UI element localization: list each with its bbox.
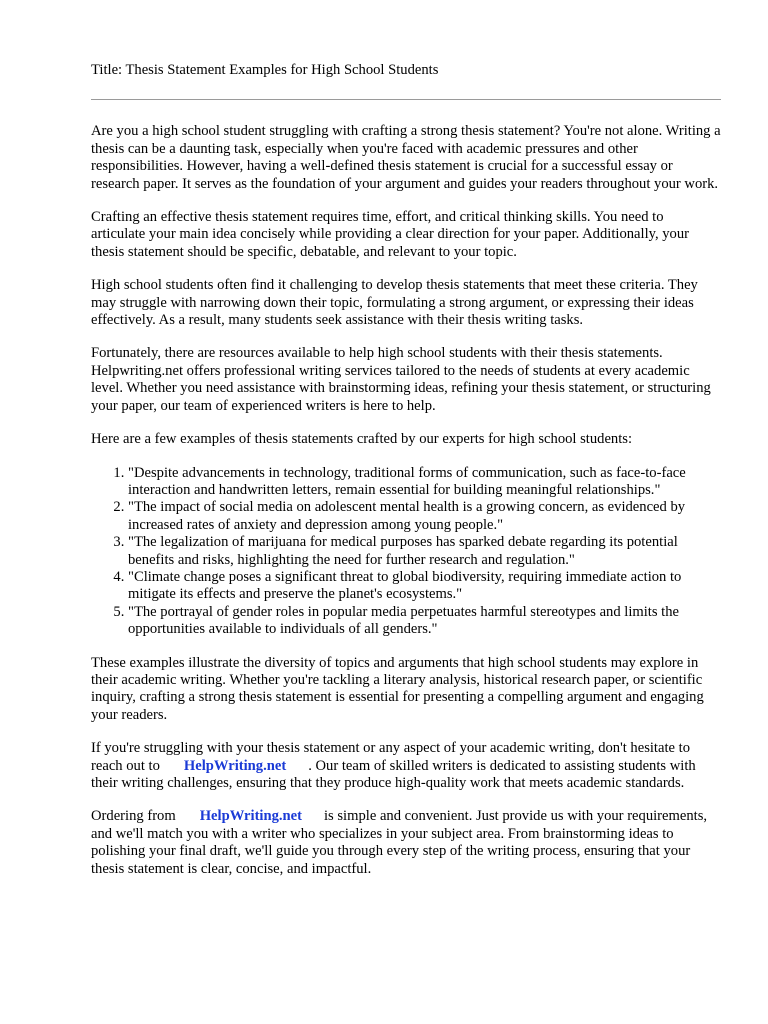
helpwriting-order-link[interactable]: HelpWriting.net: [199, 808, 302, 825]
title-divider: [91, 99, 721, 100]
order-text-after: is simple and convenient. Just provide us with your requirements, and we'll match you with a writer who specializes in your subject area. From brainstorming ideas to polishing your final draft, we'll guide you through every step of the writing process, ensuring that your thesis statement is clear, concise, and impactful.: [91, 808, 708, 877]
example-item-2: 2. "The impact of social media on adolescent mental health is a growing concern, as evidenced by increased rates of anxiety and depression among young people.": [128, 499, 721, 534]
examples-intro-paragraph: Here are a few examples of thesis statements crafted by our experts for high school students:: [91, 431, 633, 448]
example-item-4: 4. "Climate change poses a significant threat to global biodiversity, requiring immediate action to mitigate its effects and preserve the planet's ecosystems.": [128, 569, 721, 604]
resources-paragraph: Fortunately, there are resources available to help high school students with their thesis statements. Helpwriting.net offers professional writing services tailored to the needs of students at every academic level. Whether you need assistance with brainstorming ideas, refining your thesis statement, or structuring your paper, our team of experienced writers is here to help.: [91, 345, 711, 414]
help-text-after: . Our team of skilled writers is dedicated to assisting students with their writing challenges, ensuring that they produce high-quality work that meets academic standards.: [91, 757, 696, 791]
help-text-before: If you're struggling with your thesis statement or any aspect of your academic writing, don't hesitate to reach out to: [91, 740, 690, 774]
examples-list: [91, 465, 721, 639]
diversity-paragraph: These examples illustrate the diversity of topics and arguments that high school students may explore in their academic writing. Whether you're tackling a literary analysis, historical research paper, or scientific inquiry, crafting a strong thesis statement is essential for presenting a compelling argument and engaging your readers.: [91, 654, 704, 723]
document-body: [91, 123, 721, 878]
help-paragraph: [91, 740, 721, 792]
order-text-before: Ordering from: [91, 808, 176, 825]
helpwriting-link[interactable]: HelpWriting.net: [183, 757, 287, 774]
ordering-paragraph: [91, 808, 721, 878]
example-item-1: 1. "Despite advancements in technology, traditional forms of communication, such as face-to-face interaction and handwritten letters, remain essential for building meaningful relationships.": [128, 465, 721, 500]
example-item-3: 3. "The legalization of marijuana for medical purposes has sparked debate regarding its potential benefits and risks, highlighting the need for further research and regulation.": [128, 534, 721, 569]
crafting-paragraph: Crafting an effective thesis statement requires time, effort, and critical thinking skills. You need to articulate your main idea concisely while providing a clear direction for your paper. Additionally, your thesis statement should be specific, debatable, and relevant to your topic.: [91, 209, 690, 260]
document-page: [91, 62, 721, 894]
challenge-paragraph: High school students often find it challenging to develop thesis statements that meet these criteria. They may struggle with narrowing down their topic, formulating a strong argument, or expressing their ideas effectively. As a result, many students seek assistance with their thesis writing tasks.: [91, 277, 698, 329]
document-title: Title: Thesis Statement Examples for High School Students: [91, 62, 439, 78]
example-item-5: 5. "The portrayal of gender roles in popular media perpetuates harmful stereotypes and limits the opportunities available to individuals of all genders.": [128, 604, 721, 639]
intro-paragraph: Are you a high school student struggling with crafting a strong thesis statement? You're not alone. Writing a thesis can be a daunting task, especially when you're faced with academic pressures and other responsibilities. However, having a well-defined thesis statement is crucial for a successful essay or research paper. It serves as the foundation of your argument and guides your readers throughout your work.: [91, 123, 721, 192]
